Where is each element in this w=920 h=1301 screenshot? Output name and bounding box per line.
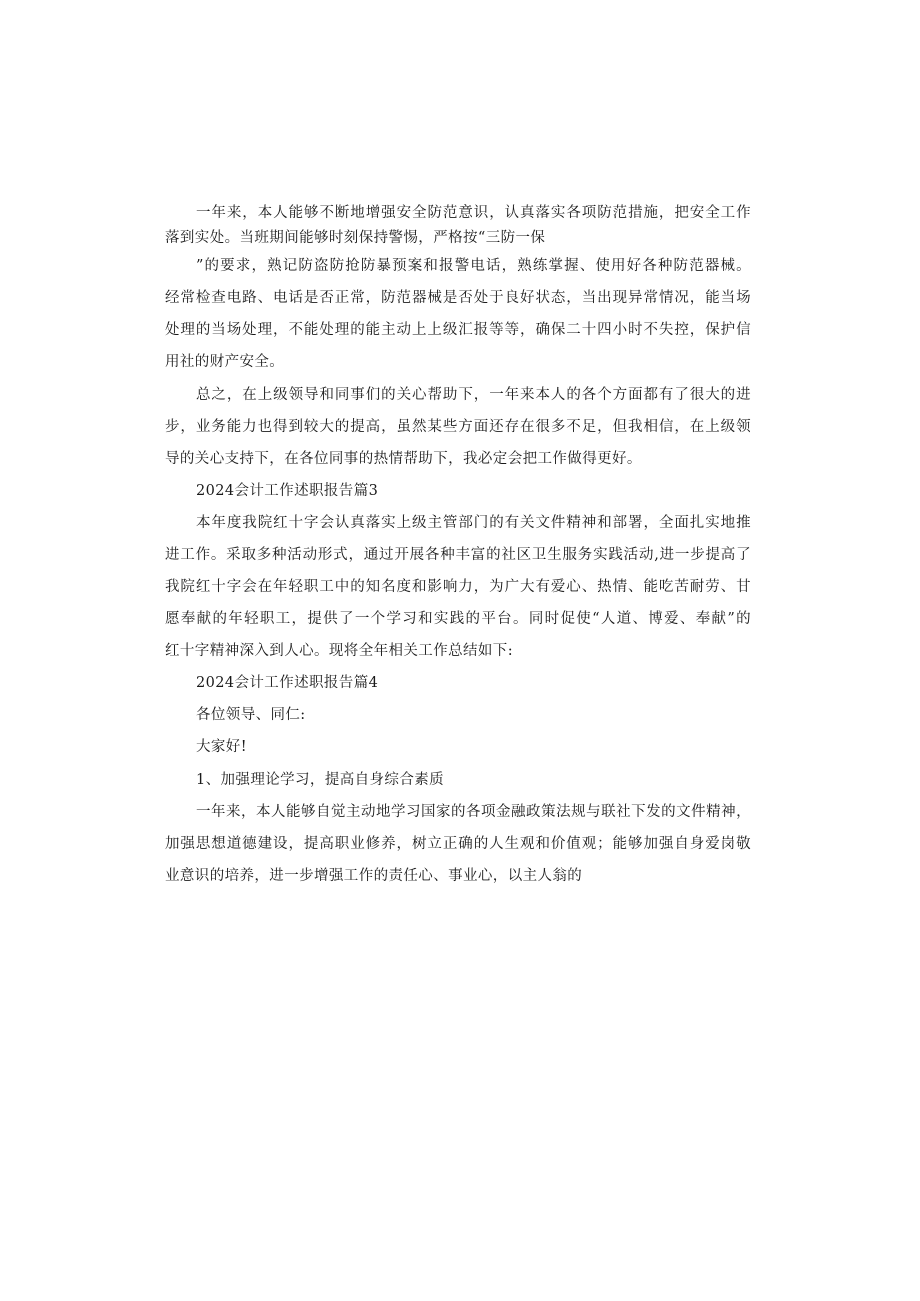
paragraph-line: ”的要求，熟记防盗防抢防暴预案和报警电话，熟练掌握、使用好各种防范器械。: [196, 258, 751, 274]
paragraph-line: 经常检查电路、电话是否正常，防范器械是否处于良好状态，当出现异常情况，能当场: [165, 290, 751, 306]
paragraph-line: 业意识的培养，进一步增强工作的责任心、事业心，以主人翁的: [165, 868, 583, 884]
paragraph-line: 步，业务能力也得到较大的提高，虽然某些方面还存在很多不足，但我相信，在上级领: [165, 419, 751, 435]
paragraph-line: 用社的财产安全。: [165, 354, 285, 370]
greeting: 大家好!: [196, 739, 247, 755]
paragraph-line: 愿奉献的年轻职工，提供了一个学习和实践的平台。同时促使“人道、博爱、奉献”的: [165, 611, 751, 627]
paragraph-line: 本年度我院红十字会认真落实上级主管部门的有关文件精神和部署，全面扎实地推: [196, 515, 751, 531]
paragraph-line: 一年来，本人能够自觉主动地学习国家的各项金融政策法规与联社下发的文件精神，: [196, 804, 751, 820]
paragraph-line: 我院红十字会在年轻职工中的知名度和影响力，为广大有爱心、热情、能吃苦耐劳、甘: [165, 579, 751, 595]
paragraph-line: 进工作。采取多种活动形式，通过开展各种丰富的社区卫生服务实践活动,进一步提高了: [165, 547, 751, 563]
paragraph-line: 红十字精神深入到人心。现将全年相关工作总结如下:: [165, 643, 513, 659]
section-heading: 2024会计工作述职报告篇4: [196, 675, 379, 691]
subsection-heading: 1、加强理论学习，提高自身综合素质: [196, 772, 445, 788]
paragraph-line: 总之，在上级领导和同事们的关心帮助下，一年来本人的各个方面都有了很大的进: [196, 387, 751, 403]
section-heading: 2024会计工作述职报告篇3: [196, 483, 379, 499]
paragraph-line: 加强思想道德建设，提高职业修养，树立正确的人生观和价值观；能够加强自身爱岗敬: [165, 836, 751, 852]
paragraph-line: 落到实处。当班期间能够时刻保持警惕，严格按“三防一保: [165, 230, 546, 246]
salutation: 各位领导、同仁:: [196, 707, 306, 723]
paragraph-line: 导的关心支持下，在各位同事的热情帮助下，我必定会把工作做得更好。: [165, 451, 642, 467]
paragraph-line: 一年来，本人能够不断地增强安全防范意识，认真落实各项防范措施，把安全工作: [196, 205, 751, 221]
paragraph-line: 处理的当场处理，不能处理的能主动上上级汇报等等，确保二十四小时不失控，保护信: [165, 322, 751, 338]
